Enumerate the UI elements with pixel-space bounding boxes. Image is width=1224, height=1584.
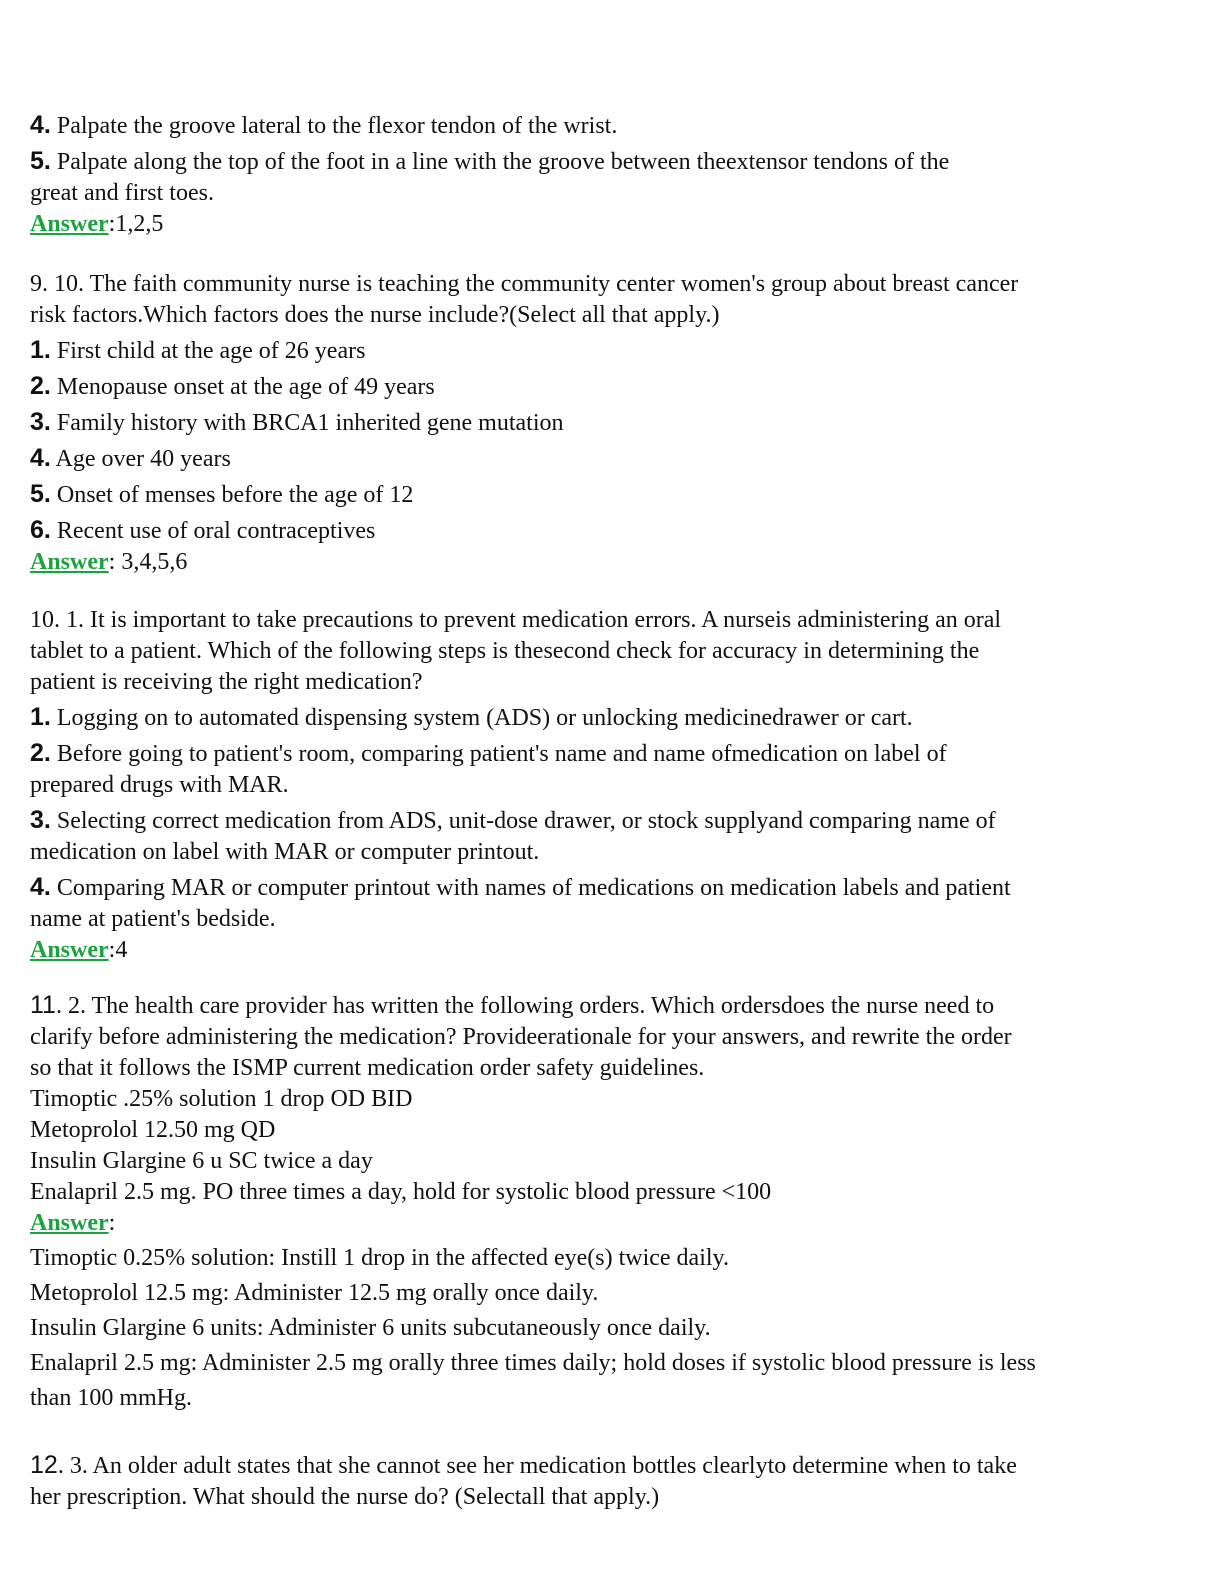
question-9 xyxy=(30,269,1200,578)
answer-label: Answer xyxy=(30,1210,109,1236)
question-10 xyxy=(30,605,1200,966)
option-5-continued: great and first toes. xyxy=(30,180,214,206)
answer-value: :1,2,5 xyxy=(108,211,164,237)
question-stem xyxy=(30,1450,1200,1482)
option-text: Logging on to automated dispensing system (ADS) or unlocking medicinedrawer or cart. xyxy=(56,705,913,731)
option-text: Family history with BRCA1 inherited gene mutation xyxy=(56,410,564,436)
answer-item: Enalapril 2.5 mg: Administer 2.5 mg orally three times daily; hold doses if systolic blood pressure is less xyxy=(30,1350,1036,1376)
order-item: Metoprolol 12.50 mg QD xyxy=(30,1117,276,1143)
option-5 xyxy=(30,146,1200,178)
option-number: 3. xyxy=(30,408,51,436)
option-text: Recent use of oral contraceptives xyxy=(56,518,376,544)
option-2-continued: prepared drugs with MAR. xyxy=(30,772,289,798)
option-2 xyxy=(30,371,1200,403)
question-stem: 10. 1. It is important to take precautions to prevent medication errors. A nurseis administering an oral xyxy=(30,607,1002,633)
option-text: Comparing MAR or computer printout with names of medications on medication labels and patient xyxy=(56,875,1011,901)
option-number: 1. xyxy=(30,336,51,364)
option-text: Palpate the groove lateral to the flexor tendon of the wrist. xyxy=(56,113,618,139)
option-text: Onset of menses before the age of 12 xyxy=(56,482,414,508)
option-number: 2. xyxy=(30,739,51,767)
option-3 xyxy=(30,407,1200,439)
answer-value: : 3,4,5,6 xyxy=(108,549,188,575)
answer-item: Metoprolol 12.5 mg: Administer 12.5 mg orally once daily. xyxy=(30,1280,599,1306)
option-2 xyxy=(30,738,1200,770)
option-4 xyxy=(30,443,1200,475)
option-number: 3. xyxy=(30,806,51,834)
option-6 xyxy=(30,515,1200,547)
answer-line xyxy=(30,935,1200,966)
answer-line xyxy=(30,1208,1200,1239)
option-number: 2. xyxy=(30,372,51,400)
option-number: 4. xyxy=(30,111,51,139)
answer-line xyxy=(30,209,1200,240)
order-item: Enalapril 2.5 mg. PO three times a day, hold for systolic blood pressure <100 xyxy=(30,1179,772,1205)
option-text: Age over 40 years xyxy=(55,446,231,472)
answer-label: Answer xyxy=(30,937,109,963)
option-3-continued: medication on label with MAR or computer printout. xyxy=(30,839,540,865)
answer-line xyxy=(30,547,1200,578)
question-stem: tablet to a patient. Which of the following steps is thesecond check for accuracy in determining the xyxy=(30,638,980,664)
option-text: Selecting correct medication from ADS, unit-dose drawer, or stock supplyand comparing name of xyxy=(56,808,996,834)
order-item: Timoptic .25% solution 1 drop OD BID xyxy=(30,1086,413,1112)
prev-question xyxy=(30,110,1200,240)
question-11 xyxy=(30,990,1200,1414)
order-item: Insulin Glargine 6 u SC twice a day xyxy=(30,1148,373,1174)
option-1 xyxy=(30,335,1200,367)
question-stem: patient is receiving the right medication? xyxy=(30,669,423,695)
option-3 xyxy=(30,805,1200,837)
question-stem-text: . 2. The health care provider has written the following orders. Which ordersdoes the nurse need to xyxy=(55,993,995,1019)
answer-item: Timoptic 0.25% solution: Instill 1 drop in the affected eye(s) twice daily. xyxy=(30,1245,729,1271)
option-5 xyxy=(30,479,1200,511)
question-stem xyxy=(30,990,1200,1022)
option-text: Palpate along the top of the foot in a line with the groove between theextensor tendons of the xyxy=(56,149,950,175)
option-text: Menopause onset at the age of 49 years xyxy=(56,374,435,400)
answer-item-continued: than 100 mmHg. xyxy=(30,1385,192,1411)
question-number: 11 xyxy=(30,991,56,1019)
option-4 xyxy=(30,110,1200,142)
question-stem: clarify before administering the medication? Provideerationale for your answers, and rewrite the order xyxy=(30,1024,1012,1050)
option-1 xyxy=(30,702,1200,734)
option-number: 4. xyxy=(30,444,51,472)
option-text: Before going to patient's room, comparing patient's name and name ofmedication on label of xyxy=(56,741,947,767)
answer-label: Answer xyxy=(30,211,109,237)
answer-value: : xyxy=(108,1210,116,1236)
question-stem: her prescription. What should the nurse do? (Selectall that apply.) xyxy=(30,1484,660,1510)
answer-value: :4 xyxy=(108,937,128,963)
question-stem-text: . 3. An older adult states that she cannot see her medication bottles clearlyto determine when to take xyxy=(57,1453,1017,1479)
option-text: First child at the age of 26 years xyxy=(56,338,366,364)
option-4 xyxy=(30,872,1200,904)
option-number: 4. xyxy=(30,873,51,901)
question-number: 12 xyxy=(30,1451,58,1479)
option-number: 5. xyxy=(30,147,51,175)
question-stem: risk factors.Which factors does the nurse include?(Select all that apply.) xyxy=(30,302,720,328)
option-number: 6. xyxy=(30,516,51,544)
option-4-continued: name at patient's bedside. xyxy=(30,906,276,932)
answer-item: Insulin Glargine 6 units: Administer 6 units subcutaneously once daily. xyxy=(30,1315,711,1341)
option-number: 1. xyxy=(30,703,51,731)
question-stem: 9. 10. The faith community nurse is teaching the community center women's group about breast cancer xyxy=(30,271,1019,297)
question-12 xyxy=(30,1450,1200,1513)
option-number: 5. xyxy=(30,480,51,508)
question-stem: so that it follows the ISMP current medication order safety guidelines. xyxy=(30,1055,705,1081)
answer-label: Answer xyxy=(30,549,109,575)
